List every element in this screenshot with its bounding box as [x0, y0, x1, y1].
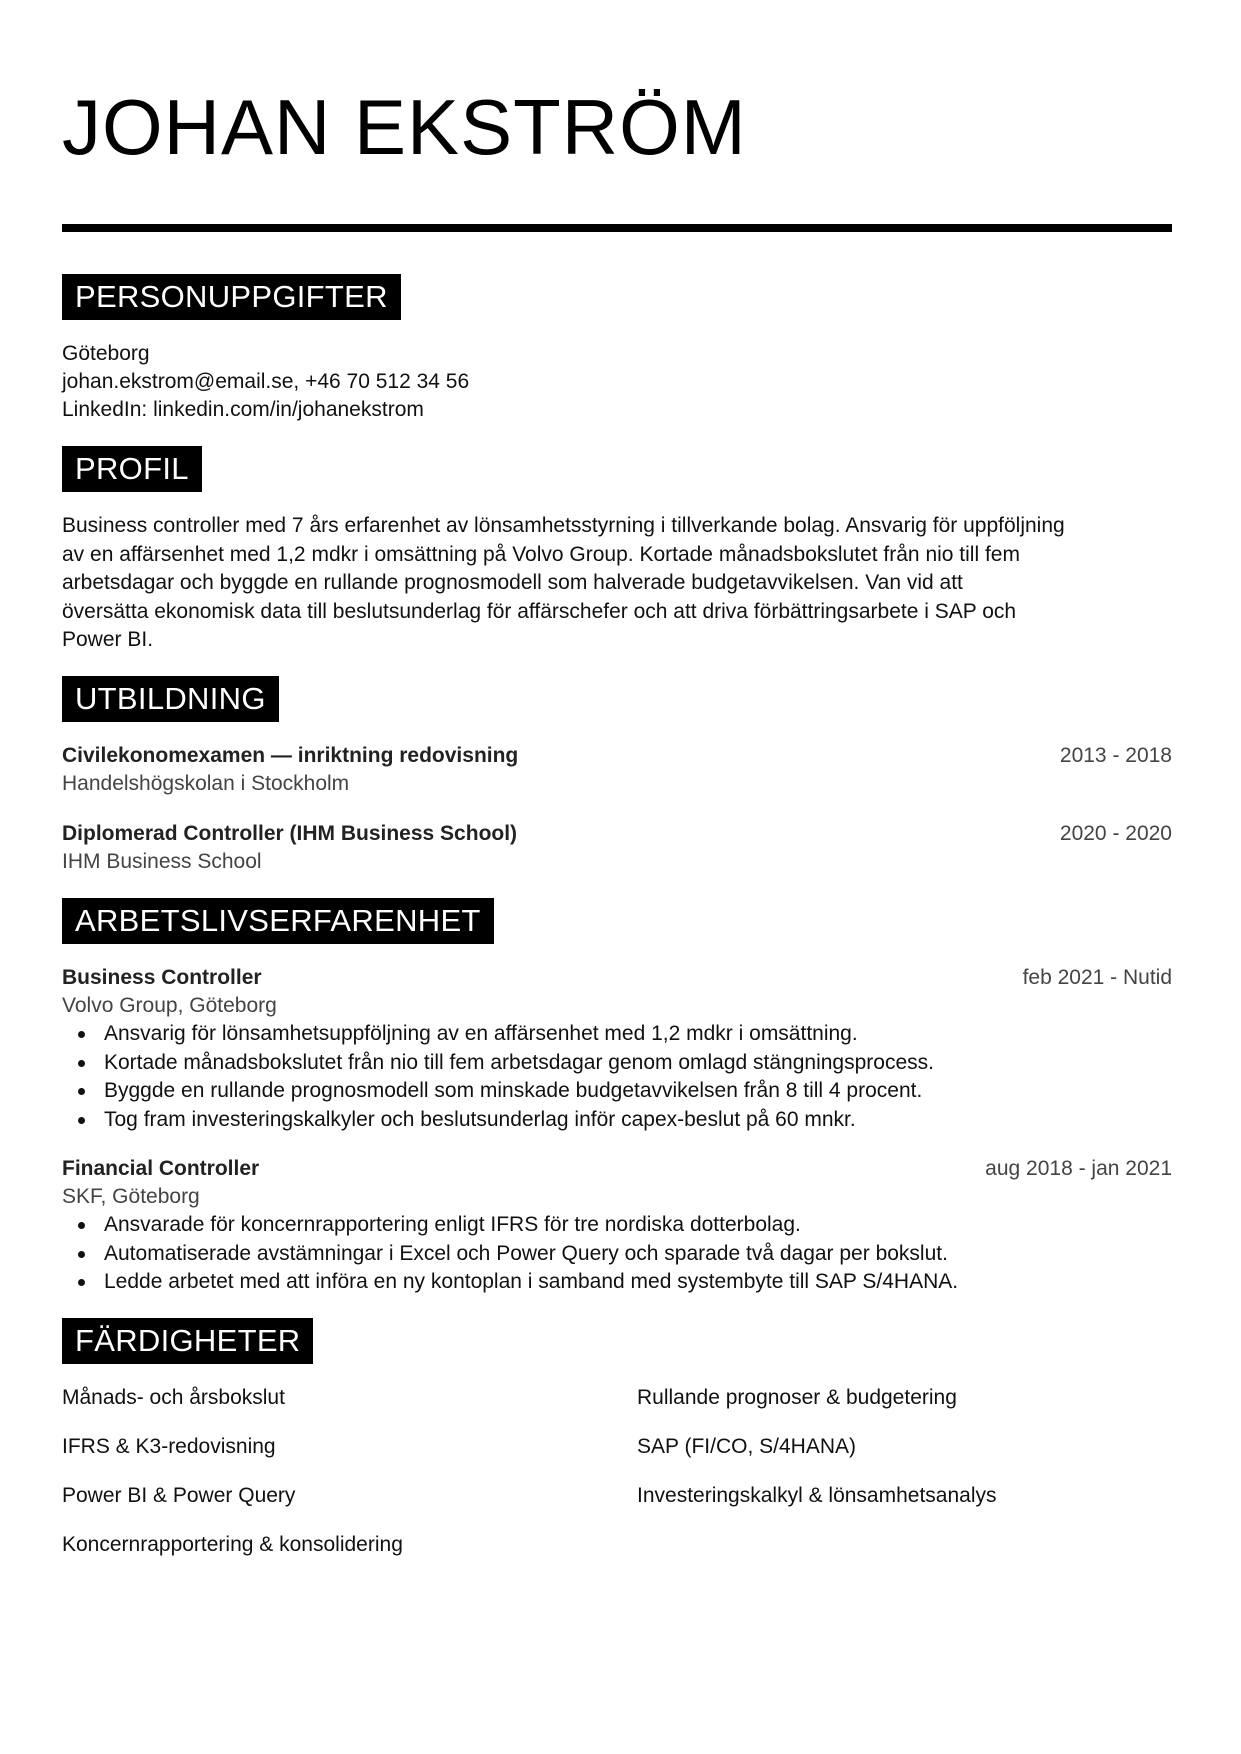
job-company: Volvo Group, Göteborg	[62, 994, 277, 1017]
skill-item: Rullande prognoser & budgetering	[637, 1386, 957, 1409]
skill-item: SAP (FI/CO, S/4HANA)	[637, 1435, 856, 1458]
section-title-skills: FÄRDIGHETER	[62, 1318, 313, 1364]
job-bullet: Automatiserade avstämningar i Excel och Power Query och sparade två dagar per bokslut.	[62, 1240, 958, 1269]
job-company: SKF, Göteborg	[62, 1185, 200, 1208]
job-bullet: Tog fram investeringskalkyler och beslutsunderlag inför capex-beslut på 60 mnkr.	[62, 1106, 934, 1135]
profile-line: Business controller med 7 års erfarenhet av lönsamhetsstyrning i tillverkande bolag. Ansvarig för uppföljning	[62, 514, 1065, 537]
job-bullet: Ledde arbetet med att införa en ny kontoplan i samband med systembyte till SAP S/4HANA.	[62, 1268, 958, 1297]
profile-line: Power BI.	[62, 628, 154, 651]
education-dates: 2013 - 2018	[1059, 744, 1172, 767]
job-bullet-list	[62, 1020, 934, 1134]
personal-contact: johan.ekstrom@email.se, +46 70 512 34 56	[62, 370, 470, 393]
skill-item: Koncernrapportering & konsolidering	[62, 1533, 403, 1556]
job-dates: feb 2021 - Nutid	[1022, 966, 1172, 989]
candidate-name: JOHAN EKSTRÖM	[62, 83, 747, 171]
section-title-education: UTBILDNING	[62, 676, 279, 722]
job-bullet: Byggde en rullande prognosmodell som minskade budgetavvikelsen från 8 till 4 procent.	[62, 1077, 934, 1106]
profile-line: arbetsdagar och byggde en rullande prognosmodell som halverade budgetavvikelsen. Van vid att	[62, 571, 963, 594]
profile-line: översätta ekonomisk data till beslutsunderlag för affärschefer och att driva förbättringsarbete i SAP och	[62, 599, 1017, 623]
skill-item: Power BI & Power Query	[62, 1484, 296, 1507]
job-bullet: Kortade månadsbokslutet från nio till fem arbetsdagar genom omlagd stängningsprocess.	[62, 1049, 934, 1078]
education-school: Handelshögskolan i Stockholm	[62, 772, 350, 795]
skill-item: Månads- och årsbokslut	[62, 1386, 285, 1409]
header-divider	[62, 224, 1172, 232]
profile-text	[62, 512, 1180, 655]
section-title-profile: PROFIL	[62, 446, 202, 492]
section-title-personal: PERSONUPPGIFTER	[62, 274, 401, 320]
job-dates: aug 2018 - jan 2021	[985, 1157, 1172, 1180]
education-school: IHM Business School	[62, 850, 262, 873]
section-title-experience: ARBETSLIVSERFARENHET	[62, 898, 494, 944]
job-title: Business Controller	[62, 966, 262, 989]
skill-item: IFRS & K3-redovisning	[62, 1435, 276, 1458]
education-title: Diplomerad Controller (IHM Business School)	[62, 822, 518, 845]
personal-linkedin: LinkedIn: linkedin.com/in/johanekstrom	[62, 398, 424, 421]
skill-item: Investeringskalkyl & lönsamhetsanalys	[637, 1484, 997, 1507]
job-title: Financial Controller	[62, 1157, 260, 1180]
personal-city: Göteborg	[62, 342, 150, 365]
education-dates: 2020 - 2020	[1059, 822, 1172, 845]
job-bullet: Ansvarade för koncernrapportering enligt IFRS för tre nordiska dotterbolag.	[62, 1211, 958, 1240]
job-bullet-list	[62, 1211, 958, 1297]
job-bullet: Ansvarig för lönsamhetsuppföljning av en affärsenhet med 1,2 mdkr i omsättning.	[62, 1020, 934, 1049]
profile-line: av en affärsenhet med 1,2 mdkr i omsättning på Volvo Group. Kortade månadsbokslutet från nio till fem	[62, 542, 1020, 566]
education-title: Civilekonomexamen — inriktning redovisning	[62, 744, 519, 767]
